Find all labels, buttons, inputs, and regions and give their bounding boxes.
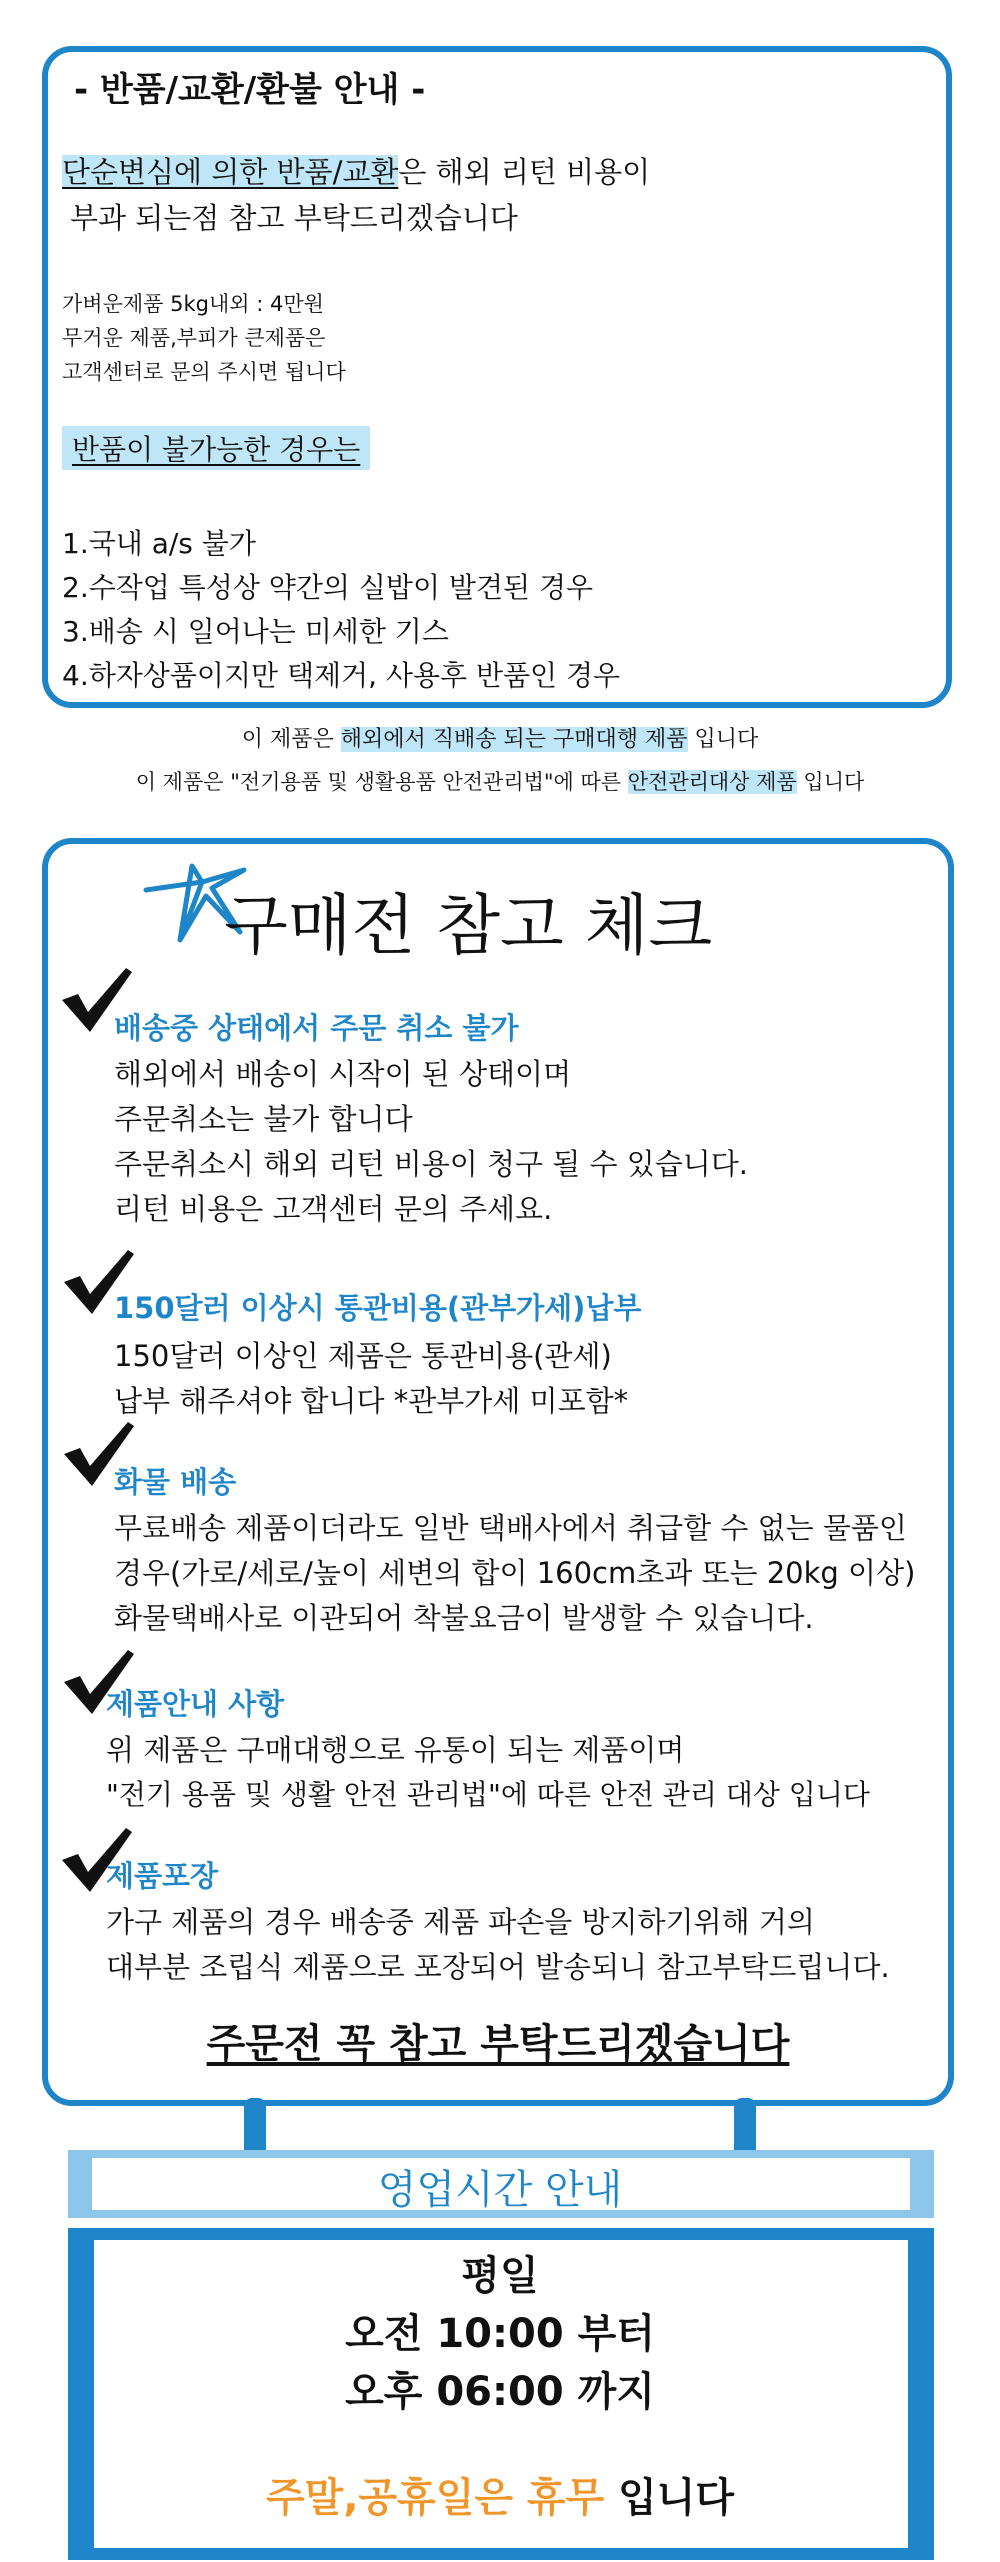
section-heading: 화물 배송 <box>114 1465 237 1499</box>
section-line: 납부 해주셔야 합니다 *관부가세 미포함* <box>114 1384 629 1418</box>
info-text: 입니다 <box>796 770 865 794</box>
section-line: 위 제품은 구매대행으로 유통이 되는 제품이며 <box>106 1733 685 1767</box>
hours-frame-top <box>68 2228 934 2240</box>
hours-weekday: 평일 <box>461 2253 539 2299</box>
info-highlight: 해외에서 직배송 되는 구매대행 제품 <box>340 727 688 752</box>
section-line: 화물택배사로 이관되어 착불요금이 발생할 수 있습니다. <box>114 1601 814 1635</box>
info-text: 이 제품은 "전기용품 및 생활용품 안전관리법"에 따른 <box>135 770 628 794</box>
section-heading: 제품포장 <box>106 1859 219 1893</box>
section-line: 대부분 조립식 제품으로 포장되어 발송되니 참고부탁드립니다. <box>106 1950 890 1984</box>
info-text: 입니다 <box>687 727 759 752</box>
non-return-item: 2.수작업 특성상 약간의 실밥이 발견된 경우 <box>62 571 594 604</box>
section-line: 주문취소시 해외 리턴 비용이 청구 될 수 있습니다. <box>114 1147 749 1181</box>
section-line: 가구 제품의 경우 배송중 제품 파손을 방지하기위해 거의 <box>106 1905 815 1939</box>
return-notice-line1 <box>62 150 650 191</box>
light-product-fee: 가벼운제품 5kg내외 : 4만원 <box>62 292 324 316</box>
closed-days: 주말,공휴일은 휴무 <box>265 2475 605 2521</box>
non-return-item: 3.배송 시 일어나는 미세한 기스 <box>62 615 449 648</box>
section-heading: 제품안내 사항 <box>106 1687 285 1721</box>
section-heading: 배송중 상태에서 주문 취소 불가 <box>114 1011 519 1045</box>
section-line: 주문취소는 불가 합니다 <box>114 1102 413 1136</box>
info-text: 이 제품은 <box>241 727 341 752</box>
non-return-item: 1.국내 a/s 불가 <box>62 527 256 560</box>
footer-notice: 주문전 꼭 참고 부탁드리겠습니다 <box>206 2021 790 2067</box>
direct-shipping-notice <box>0 722 1000 753</box>
section-heading: 150달러 이상시 통관비용(관부가세)납부 <box>114 1291 642 1325</box>
hours-open: 오전 10:00 부터 <box>345 2311 655 2357</box>
non-return-item: 4.하자상품이지만 택제거, 사용후 반품인 경우 <box>62 659 621 692</box>
hours-frame-bottom <box>68 2548 934 2560</box>
pre-purchase-title: 구매전 참고 체크 <box>224 887 713 964</box>
return-policy-box <box>42 46 952 708</box>
info-highlight: 안전관리대상 제품 <box>627 770 797 794</box>
heavy-product-note-1: 무거운 제품,부피가 큰제품은 <box>62 326 326 350</box>
section-line: 150달러 이상인 제품은 통관비용(관세) <box>114 1339 612 1373</box>
heavy-product-note-2: 고객센터로 문의 주시면 됩니다 <box>62 360 346 384</box>
section-line: "전기 용품 및 생활 안전 관리법"에 따른 안전 관리 대상 입니다 <box>106 1778 870 1811</box>
hours-close: 오후 06:00 까지 <box>345 2369 655 2415</box>
section-line: 경우(가로/세로/높이 세변의 합이 160cm초과 또는 20kg 이상) <box>114 1556 916 1590</box>
safety-management-notice <box>0 766 1000 796</box>
hours-title: 영업시간 안내 <box>377 2167 623 2213</box>
return-notice-rest: 은 해외 리턴 비용이 <box>398 155 651 189</box>
return-notice-line2: 부과 되는점 참고 부탁드리겠습니다 <box>70 201 518 235</box>
pre-purchase-check-box <box>42 838 954 2106</box>
section-line: 해외에서 배송이 시작이 된 상태이며 <box>114 1057 572 1091</box>
section-line: 무료배송 제품이더라도 일반 택배사에서 취급할 수 없는 물품인 <box>114 1511 907 1545</box>
section-line: 리턴 비용은 고객센터 문의 주세요. <box>114 1192 553 1226</box>
non-return-title: 반품이 불가능한 경우는 <box>62 426 370 470</box>
hours-closed-notice <box>0 2466 1000 2523</box>
closed-suffix: 입니다 <box>604 2475 735 2521</box>
return-policy-title: - 반품/교환/환불 안내 - <box>74 70 426 110</box>
return-notice-highlight: 단순변심에 의한 반품/교환 <box>62 155 399 189</box>
